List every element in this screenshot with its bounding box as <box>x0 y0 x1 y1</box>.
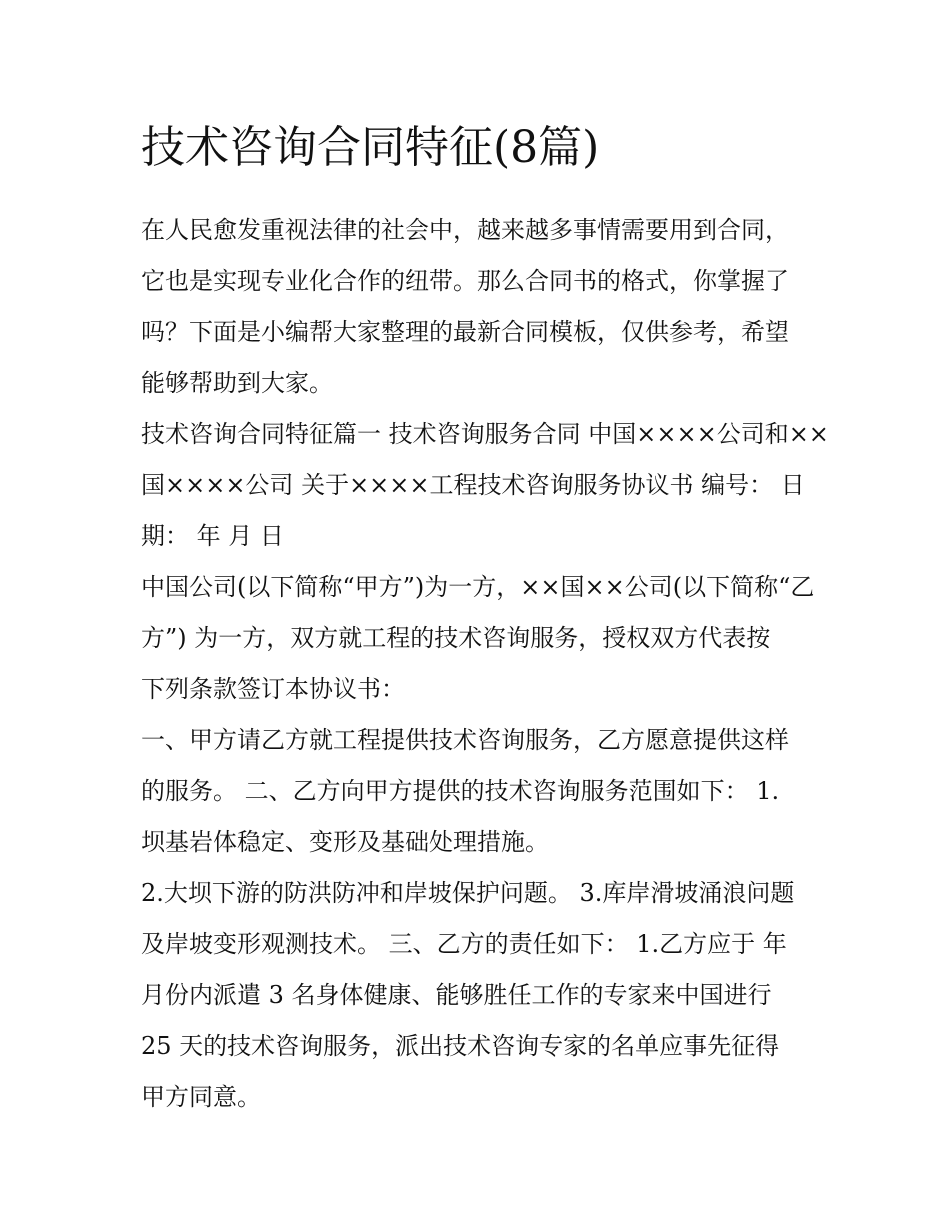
document-content <box>141 113 829 1123</box>
paragraph-heading-one <box>141 409 829 562</box>
text-line: 能够帮助到大家。 <box>141 369 333 397</box>
text-line: 它也是实现专业化合作的纽带。那么合同书的格式，你掌握了 <box>141 267 789 295</box>
text-line: 技术咨询合同特征篇一 技术咨询服务合同 中国××××公司和×× <box>141 420 829 448</box>
text-line: 及岸坡变形观测技术。 三、乙方的责任如下： 1.乙方应于 年 <box>141 930 787 958</box>
text-line: 一、甲方请乙方就工程提供技术咨询服务，乙方愿意提供这样 <box>141 726 789 754</box>
text-line: 甲方同意。 <box>141 1083 261 1111</box>
paragraph-clause-one-two <box>141 715 813 868</box>
text-line: 25 天的技术咨询服务，派出技术咨询专家的名单应事先征得 <box>141 1032 780 1060</box>
text-line: 吗？下面是小编帮大家整理的最新合同模板，仅供参考，希望 <box>141 318 789 346</box>
text-line: 下列条款签订本协议书： <box>141 675 405 703</box>
text-line: 国××××公司 关于××××工程技术咨询服务协议书 编号： 日 <box>141 471 805 499</box>
text-line: 期： 年 月 日 <box>141 522 284 550</box>
document-title: 技术咨询合同特征(8篇) <box>141 122 600 173</box>
text-line: 在人民愈发重视法律的社会中，越来越多事情需要用到合同， <box>141 216 789 244</box>
text-line: 中国公司(以下简称“甲方”)为一方，××国××公司(以下简称“乙 <box>141 573 815 601</box>
paragraph-clause-three <box>141 868 813 1123</box>
paragraph-intro <box>141 205 813 409</box>
text-line: 月份内派遣 3 名身体健康、能够胜任工作的专家来中国进行 <box>141 981 772 1009</box>
text-line: 2.大坝下游的防洪防冲和岸坡保护问题。 3.库岸滑坡涌浪问题 <box>141 879 795 907</box>
paragraph-parties <box>141 562 813 715</box>
text-line: 坝基岩体稳定、变形及基础处理措施。 <box>141 828 549 856</box>
text-line: 的服务。 二、乙方向甲方提供的技术咨询服务范围如下： 1. <box>141 777 780 805</box>
text-line: 方”) 为一方，双方就工程的技术咨询服务，授权双方代表按 <box>141 624 771 652</box>
